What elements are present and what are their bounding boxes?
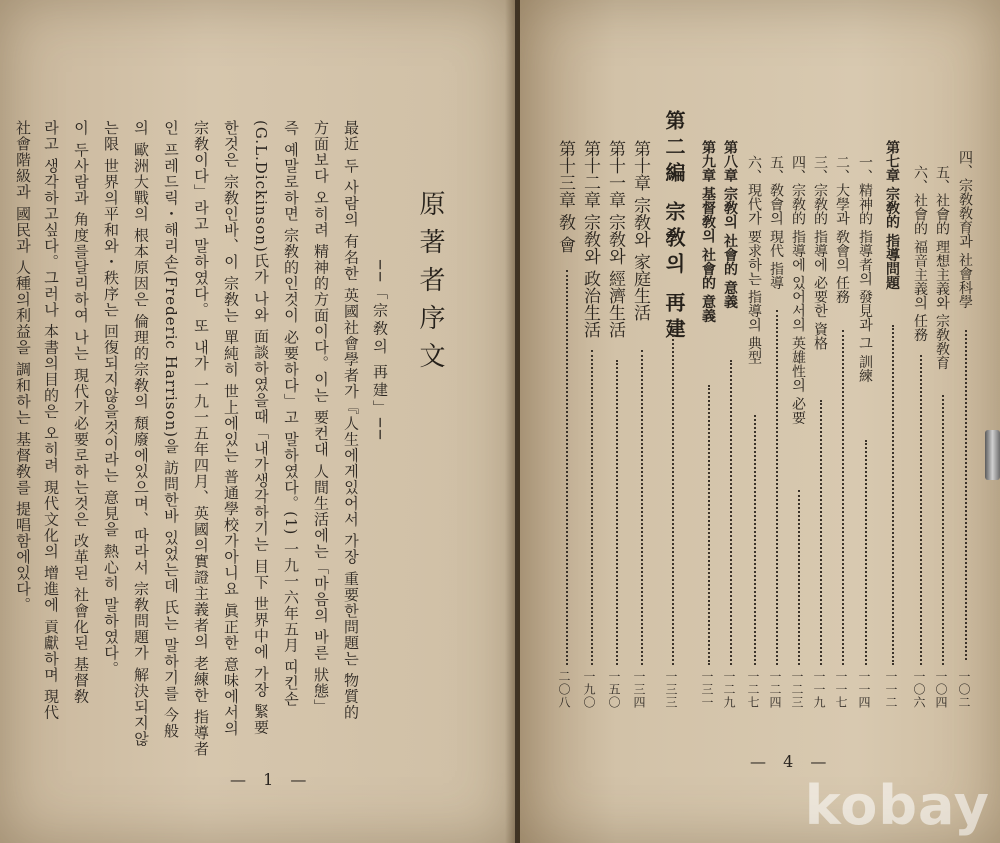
toc-page-2: 一〇四 <box>934 670 948 709</box>
toc-entry-9: 五、敎會의 現代 指導 <box>768 155 784 290</box>
chapter-10: 第十章 宗敎와 家庭生活 <box>630 140 650 321</box>
chapter-11: 第十一章 宗敎와 經濟生活 <box>605 140 625 338</box>
toc-entry-2: 五、社會的 理想主義와 宗敎敎育 <box>934 165 950 370</box>
chapter-13-page: 二〇八 <box>557 670 571 709</box>
toc-page-9: 一二四 <box>768 670 782 709</box>
toc-leader <box>730 360 732 665</box>
toc-leader <box>920 355 922 665</box>
toc-page-7: 一一九 <box>812 670 826 709</box>
part-two-page: 一三三 <box>664 670 678 709</box>
toc-page-11: 一二九 <box>722 670 736 709</box>
toc-leader <box>842 330 844 665</box>
toc-entry-10: 六、現代가 要求하는 指導의 典型 <box>746 155 762 365</box>
right-page <box>520 0 1000 843</box>
toc-leader <box>798 490 800 665</box>
toc-page-10: 一二七 <box>746 670 760 709</box>
toc-leader <box>965 330 967 660</box>
toc-entry-11: 第八章 宗敎의 社會的 意義 <box>722 140 738 309</box>
preface-title: 原著者序文 <box>415 190 445 380</box>
preface-line-12: 社會階級과 國民과 人種의利益을 調和하는 基督敎를 提唱함에있다。 <box>14 120 32 613</box>
toc-leader <box>616 360 618 665</box>
toc-page-1: 一〇二 <box>957 670 971 709</box>
metal-clip <box>985 430 1000 480</box>
preface-line-9: 는限 世界의平和와・秩序는 回復되지않을것이라는 意見을 熱心히 말하였다。 <box>102 120 120 677</box>
preface-line-3: 즉 예말로하면 宗敎的인것이 必要하다」고 말하였다。(1) 一九一六年五月 띠킨손 <box>282 120 300 707</box>
toc-page-6: 一一七 <box>834 670 848 709</box>
left-page-number: — 1 — <box>230 770 313 789</box>
chapter-13: 第十三章 敎 會 <box>555 140 575 253</box>
toc-page-3: 一〇六 <box>912 670 926 709</box>
toc-leader <box>865 440 867 665</box>
chapter-10-page: 一三四 <box>632 670 646 709</box>
toc-leader <box>591 350 593 665</box>
right-page-number: — 4 — <box>750 752 833 771</box>
part-two-title: 第二編 宗敎의 再建 <box>662 110 686 344</box>
chapter-11-page: 一五〇 <box>607 670 621 709</box>
preface-line-1: 最近 두 사람의 有名한 英國社會學者가『人生에게있어서 가장 重要한問題는 物質的 <box>342 120 360 721</box>
toc-entry-7: 三、宗敎的 指導에 必要한 資格 <box>812 155 828 351</box>
toc-entry-1: 四、宗敎敎育과 社會科學 <box>957 150 973 309</box>
toc-leader <box>820 400 822 665</box>
preface-line-10: 이 두사람과 角度를달리하여 나는 現代가必要로하는것은 改革된 社會化된 基督敎 <box>72 120 90 705</box>
toc-entry-8: 四、宗敎的 指導에 있어서의 英雄性의 必要 <box>790 155 806 425</box>
toc-leader <box>776 310 778 665</box>
toc-entry-3: 六、社會的 福音主義의 任務 <box>912 165 928 342</box>
toc-leader <box>942 395 944 665</box>
toc-page-4: 一一二 <box>884 670 898 709</box>
toc-page-8: 一二三 <box>790 670 804 709</box>
preface-line-11: 라고 생각하고싶다。그러나 本書의目的은 오히려 現代文化의 增進에 貢獻하며 現代 <box>42 120 60 721</box>
preface-subtitle: ──「宗敎의 再建」── <box>371 260 389 442</box>
toc-leader <box>708 385 710 665</box>
chapter-12: 第十二章 宗敎와 政治生活 <box>580 140 600 338</box>
preface-line-8: 의 歐洲大戰의 根本原因은 倫理的宗敎의 頹廢에있으며、따라서 宗敎問題가 解決되지않 <box>132 120 150 747</box>
toc-entry-4: 第七章 宗敎的 指導問題 <box>884 140 900 290</box>
watermark-logo: kobay <box>804 774 990 837</box>
toc-page-12: 一三一 <box>700 670 714 709</box>
chapter-12-page: 一九〇 <box>582 670 596 709</box>
toc-page-5: 一一四 <box>857 670 871 709</box>
preface-line-6: 宗敎이다」라고 말하였다。또 내가 一九一五年四月、英國의實證主義者의 老練한 指導者 <box>192 120 210 757</box>
toc-leader <box>566 270 568 665</box>
toc-leader <box>754 415 756 665</box>
toc-leader <box>672 330 674 665</box>
toc-entry-12: 第九章 基督敎의 社會的 意義 <box>700 140 716 323</box>
toc-entry-6: 二、大學과 敎會의 任務 <box>834 155 850 304</box>
toc-leader <box>641 350 643 665</box>
toc-entry-5: 一、精神的 指導者의 發見과 그 訓練 <box>857 155 873 383</box>
preface-line-5: 한것은 宗敎인바、이 宗敎는 單純히 世上에있는 普通學校가아니요 眞正한 意味에서의 <box>222 120 240 737</box>
preface-line-2: 方面보다 오히려 精神的方面이다。이는 要컨대 人間生活에는「마음의 바른 狀態」 <box>312 120 330 715</box>
toc-leader <box>892 325 894 665</box>
preface-line-7: 인 프레드릭・해리손(Frederic Harrison)을 訪問한바 있었는데 氏는 말하기를 今般 <box>162 120 180 739</box>
preface-line-4: (G.L.Dickinson)氏가 나와 面談하였을때「내가생각하기는 目下 世界中에 가장 緊要 <box>252 120 270 736</box>
